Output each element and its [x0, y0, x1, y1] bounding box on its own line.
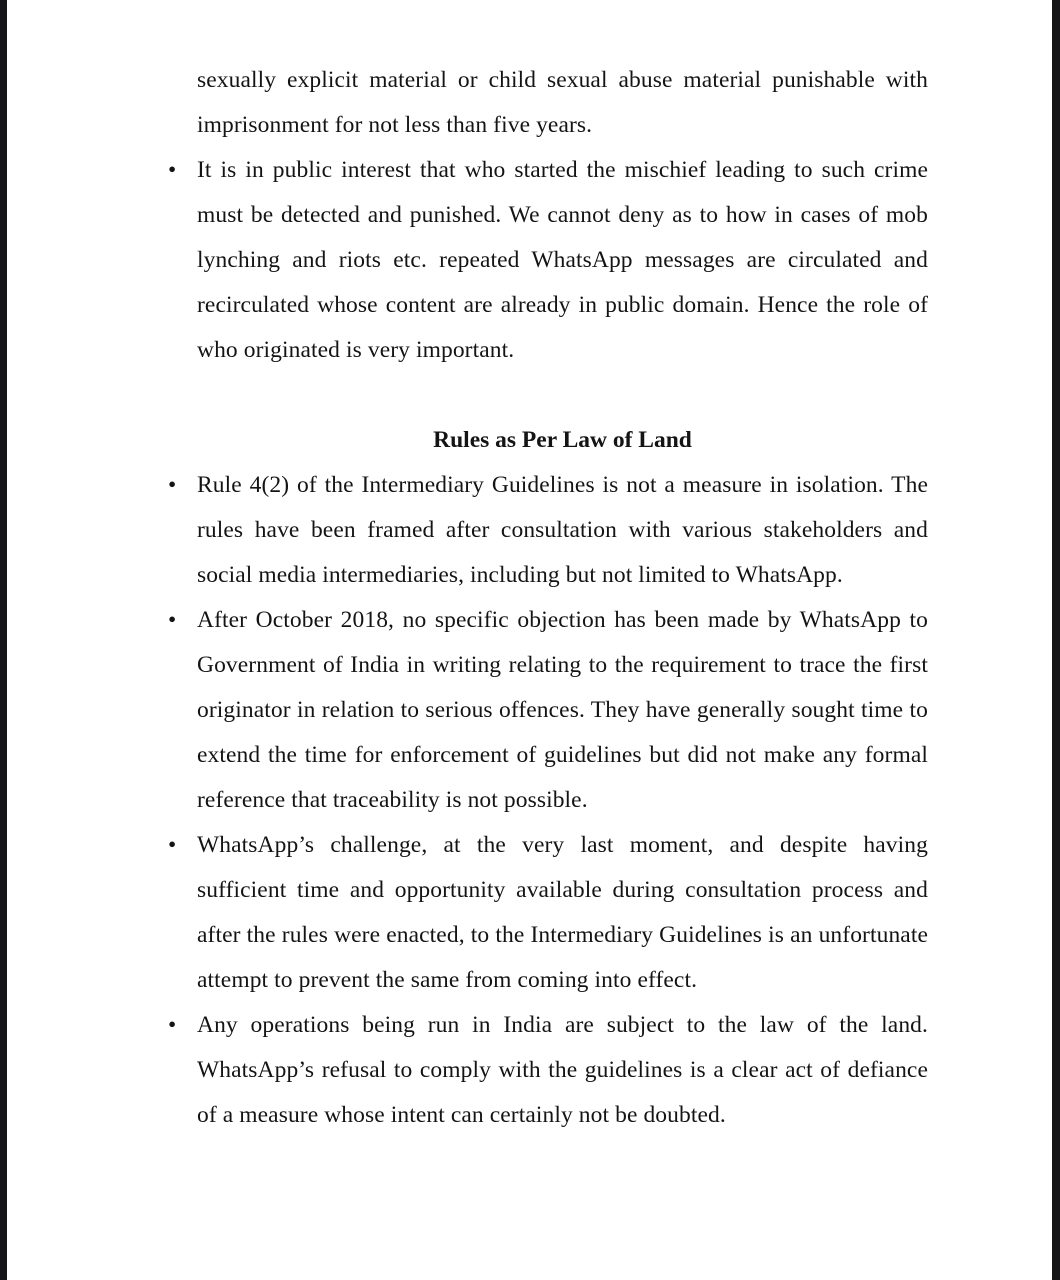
page-right-edge-band: [1052, 0, 1060, 1280]
list-item: [168, 148, 928, 373]
bullet-point-icon: •: [168, 832, 177, 858]
page-left-edge-band: [0, 0, 7, 1280]
list-item: [168, 463, 928, 598]
continued-paragraph: sexually explicit material or child sexual abuse material punishable with imprisonment for not less than five years.: [197, 67, 928, 138]
heading-top-spacer: [168, 373, 928, 418]
list-item-text: Any operations being run in India are subject to the law of the land. WhatsApp’s refusal to comply with the guidelines is a clear act of defiance of a measure whose intent can certainly not be doubted.: [197, 1012, 928, 1128]
list-item: [168, 598, 928, 823]
section-heading: Rules as Per Law of Land: [433, 427, 692, 453]
document-text-column: [168, 58, 928, 1138]
bullet-list-rules: [168, 463, 928, 1138]
list-item-text: Rule 4(2) of the Intermediary Guidelines is not a measure in isolation. The rules have been framed after consultation with various stakeholders and social media intermediaries, including but not limited to WhatsApp.: [197, 472, 928, 588]
list-item-text: It is in public interest that who started the mischief leading to such crime must be detected and punished. We cannot deny as to how in cases of mob lynching and riots etc. repeated WhatsApp messages are circulated and recirculated whose content are already in public domain. Hence the role of who originated is very important.: [197, 157, 928, 363]
list-item: [168, 823, 928, 1003]
bullet-point-icon: •: [168, 1012, 177, 1038]
bullet-list-intro: [168, 148, 928, 373]
bullet-point-icon: •: [168, 157, 177, 183]
bullet-point-icon: •: [168, 607, 177, 633]
list-item-text: After October 2018, no specific objection has been made by WhatsApp to Government of India in writing relating to the requirement to trace the first originator in relation to serious offences. They have generally sought time to extend the time for enforcement of guidelines but did not make any formal reference that traceability is not possible.: [197, 607, 928, 813]
list-item-text: WhatsApp’s challenge, at the very last moment, and despite having sufficient time and opportunity available during consultation process and after the rules were enacted, to the Intermediary Guidelines is an unfortunate attempt to prevent the same from coming into effect.: [197, 832, 928, 993]
list-item: [168, 1003, 928, 1138]
bullet-point-icon: •: [168, 472, 177, 498]
